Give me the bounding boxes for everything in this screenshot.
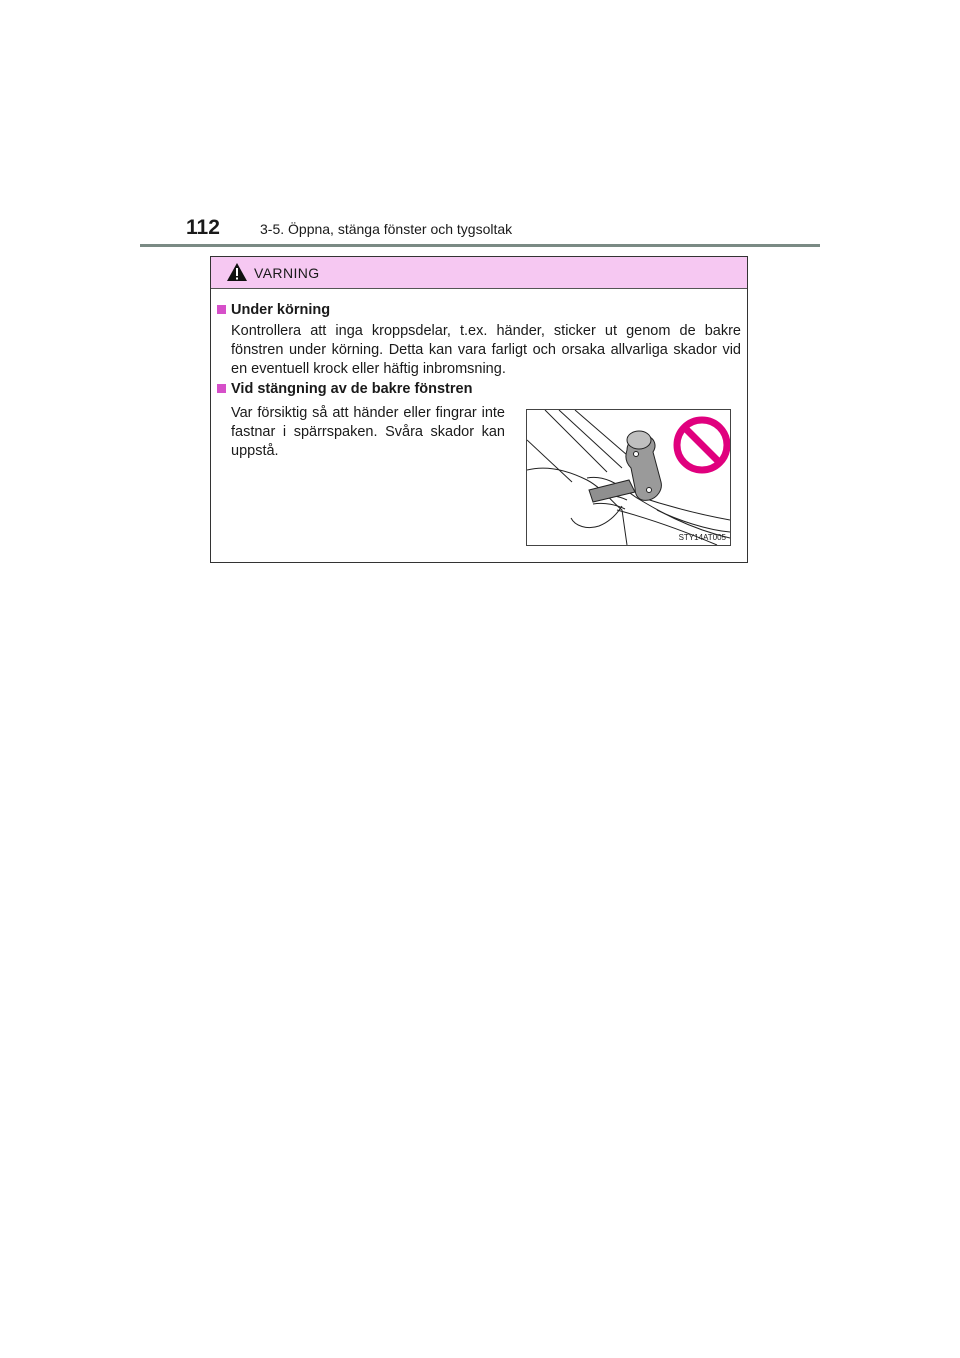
section-heading: Vid stängning av de bakre fönstren — [231, 381, 473, 397]
section-title: 3-5. Öppna, stänga fönster och tygsoltak — [260, 221, 513, 237]
warning-triangle-icon — [226, 262, 248, 282]
page-header — [140, 214, 820, 244]
illustration — [526, 409, 731, 546]
hand-window-lever-illustration — [527, 410, 730, 545]
warning-label: VARNING — [254, 265, 320, 281]
warning-box — [210, 256, 748, 563]
section-heading: Under körning — [231, 302, 331, 318]
illustration-code: STY14AT005 — [678, 533, 726, 542]
bullet-square-icon — [215, 381, 229, 395]
header-divider — [140, 244, 820, 247]
bullet-square-icon — [215, 302, 229, 316]
section-text: Kontrollera att inga kroppsdelar, t.ex. händer, sticker ut genom de bakre fönstren under körning. Detta kan vara farligt och orsaka allvarliga skador vid en eventuell krock eller häftig inbromsning. — [231, 323, 741, 377]
warning-header — [211, 257, 747, 289]
page-number: 112 — [186, 216, 220, 239]
section-text: Var försiktig så att händer eller fingrar inte fastnar i spärrspaken. Svåra skador kan uppstå. — [231, 405, 505, 459]
